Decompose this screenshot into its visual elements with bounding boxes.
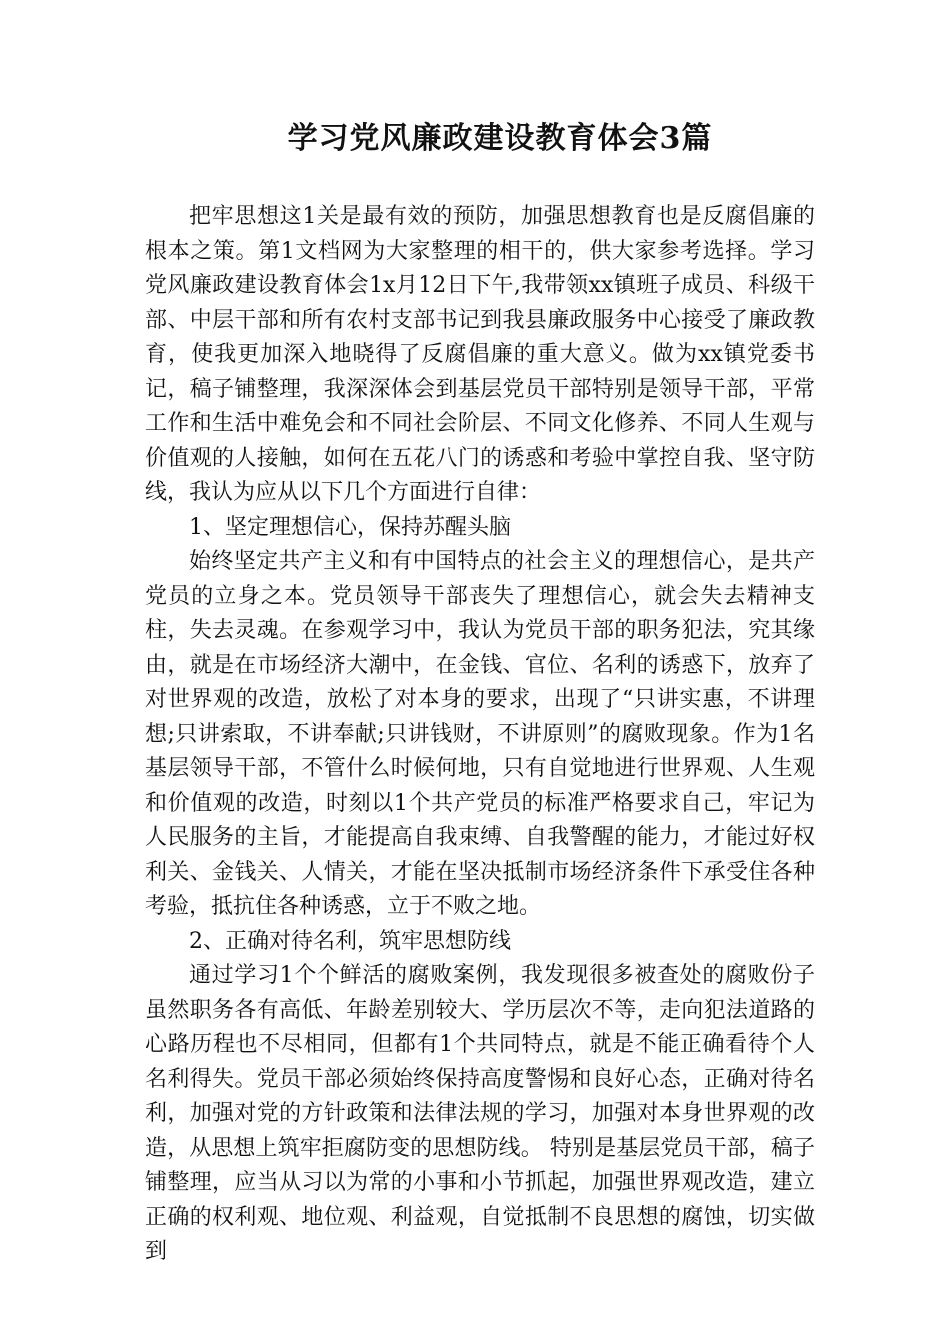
intro-paragraph: 把牢思想这1关是最有效的预防，加强思想教育也是反腐倡廉的根本之策。第1文档网为大家整理的相干的，供大家参考选择。学习党风廉政建设教育体会1x月12日下午,我带领xx镇班子成员、科级干部、中层干部和所有农村支部书记到我县廉政服务中心接受了廉政教育，使我更加深入地晓得了反腐倡廉的重大意义。做为xx镇党委书记，稿子铺整理，我深深体会到基层党员干部特别是领导干部，平常工作和生活中难免会和不同社会阶层、不同文化修养、不同人生观与价值观的人接触，如何在五花八门的诱惑和考验中掌控自我、坚守防线，我认为应从以下几个方面进行自律： — [145, 204, 815, 505]
document-title: 学习党风廉政建设教育体会3篇 — [287, 121, 713, 156]
document-page — [145, 112, 815, 1270]
section-2-paragraph: 通过学习1个个鲜活的腐败案例，我发现很多被查处的腐败份子虽然职务各有高低、年龄差别较大、学历层次不等，走向犯法道路的心路历程也不尽相同，但都有1个共同特点，就是不能正确看待个人名利得失。党员干部必须始终保持高度警惕和良好心态，正确对待名利，加强对党的方针政策和法律法规的学习，加强对本身世界观的改造，从思想上筑牢拒腐防变的思想防线。 特别是基层党员干部，稿子铺整理，应当从习以为常的小事和小节抓起，加强世界观改造，建立正确的权利观、地位观、利益观，自觉抵制不良思想的腐蚀，切实做到 — [145, 963, 815, 1264]
section-2-heading: 2、正确对待名利，筑牢思想防线 — [189, 928, 511, 954]
section-1-heading: 1、坚定理想信心，保持苏醒头脑 — [189, 514, 511, 540]
section-1-paragraph: 始终坚定共产主义和有中国特点的社会主义的理想信心，是共产党员的立身之本。党员领导干部丧失了理想信心，就会失去精神支柱，失去灵魂。在参观学习中，我认为党员干部的职务犯法，究其缘由，就是在市场经济大潮中，在金钱、官位、名利的诱惑下，放弃了对世界观的改造，放松了对本身的要求，出现了“只讲实惠，不讲理想;只讲索取，不讲奉献;只讲钱财，不讲原则”的腐败现象。作为1名基层领导干部，不管什么时候何地，只有自觉地进行世界观、人生观和价值观的改造，时刻以1个共产党员的标准严格要求自己，牢记为人民服务的主旨，才能提高自我束缚、自我警醒的能力，才能过好权利关、金钱关、人情关，才能在坚决抵制市场经济条件下承受住各种考验，抵抗住各种诱惑，立于不败之地。 — [145, 549, 815, 919]
